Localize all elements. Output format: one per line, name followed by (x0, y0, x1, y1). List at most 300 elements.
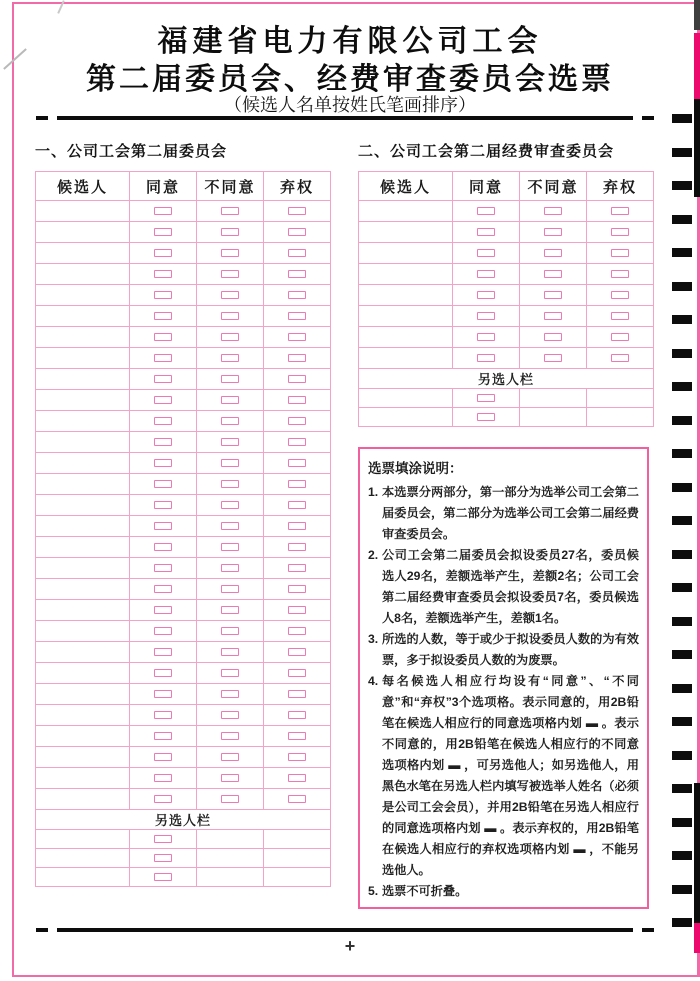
abstain-bubble[interactable] (288, 270, 306, 278)
disagree-bubble[interactable] (221, 585, 239, 593)
disagree-bubble[interactable] (221, 543, 239, 551)
instructions-list (368, 482, 639, 902)
instruction-text: 所选的人数，等于或少于拟设委员人数的为有效票，多于拟设委员人数的为废票。 (382, 632, 639, 667)
table-header-row (359, 172, 654, 201)
abstain-bubble[interactable] (611, 228, 629, 236)
abstain-bubble[interactable] (288, 774, 306, 782)
candidate-row (36, 411, 331, 432)
abstain-bubble[interactable] (288, 585, 306, 593)
disagree-bubble[interactable] (544, 249, 562, 257)
vote-cell (197, 579, 264, 600)
agree-bubble[interactable] (154, 795, 172, 803)
candidate-name-cell[interactable] (359, 348, 453, 369)
disagree-bubble[interactable] (544, 270, 562, 278)
vote-cell (130, 868, 197, 887)
candidate-row (359, 264, 654, 285)
timing-mark (672, 282, 692, 291)
disagree-bubble[interactable] (221, 480, 239, 488)
agree-bubble[interactable] (154, 501, 172, 509)
candidate-name-cell[interactable] (36, 243, 130, 264)
vote-cell (264, 411, 331, 432)
agree-bubble[interactable] (154, 375, 172, 383)
instruction-item (368, 671, 639, 881)
agree-bubble[interactable] (477, 354, 495, 362)
agree-bubble[interactable] (154, 606, 172, 614)
abstain-bubble[interactable] (288, 354, 306, 362)
timing-mark (672, 516, 692, 525)
agree-bubble[interactable] (154, 270, 172, 278)
candidate-row (359, 201, 654, 222)
timing-mark (672, 918, 692, 927)
candidate-name-cell[interactable] (36, 516, 130, 537)
vote-cell (587, 285, 654, 306)
instruction-item (368, 545, 639, 629)
agree-bubble[interactable] (154, 543, 172, 551)
vote-cell (453, 348, 520, 369)
vote-cell (130, 768, 197, 789)
disagree-bubble[interactable] (221, 333, 239, 341)
candidate-row (36, 432, 331, 453)
vote-cell (520, 222, 587, 243)
vote-cell (130, 264, 197, 285)
empty-cell (197, 868, 264, 887)
vote-cell (264, 600, 331, 621)
empty-cell (587, 408, 654, 427)
vote-cell (197, 558, 264, 579)
disagree-bubble[interactable] (221, 249, 239, 257)
candidate-row (36, 243, 331, 264)
candidate-name-cell[interactable] (359, 264, 453, 285)
agree-bubble[interactable] (477, 333, 495, 341)
table-header-row (36, 172, 331, 201)
agree-bubble[interactable] (154, 312, 172, 320)
vote-cell (197, 243, 264, 264)
candidate-name-cell[interactable] (36, 348, 130, 369)
candidate-name-cell[interactable] (359, 327, 453, 348)
candidate-row (36, 264, 331, 285)
abstain-bubble[interactable] (288, 480, 306, 488)
candidate-row (359, 222, 654, 243)
abstain-bubble[interactable] (288, 417, 306, 425)
vote-cell (264, 684, 331, 705)
timing-mark (672, 215, 692, 224)
vote-cell (264, 642, 331, 663)
vote-cell (264, 306, 331, 327)
disagree-bubble[interactable] (221, 564, 239, 572)
empty-cell (264, 868, 331, 887)
vote-cell (587, 306, 654, 327)
vote-cell (197, 516, 264, 537)
abstain-bubble[interactable] (611, 354, 629, 362)
agree-bubble[interactable] (154, 835, 172, 843)
candidate-name-cell[interactable] (36, 663, 130, 684)
disagree-bubble[interactable] (221, 396, 239, 404)
abstain-bubble[interactable] (288, 795, 306, 803)
candidate-name-cell[interactable] (359, 306, 453, 327)
abstain-bubble[interactable] (288, 522, 306, 530)
disagree-bubble[interactable] (544, 291, 562, 299)
agree-bubble[interactable] (154, 249, 172, 257)
vote-cell (130, 474, 197, 495)
vote-cell (197, 621, 264, 642)
candidate-name-cell[interactable] (36, 474, 130, 495)
vote-cell (197, 222, 264, 243)
disagree-bubble[interactable] (221, 669, 239, 677)
timing-mark (672, 148, 692, 157)
vote-cell (130, 705, 197, 726)
agree-bubble[interactable] (154, 207, 172, 215)
candidate-row (36, 390, 331, 411)
vote-cell (197, 768, 264, 789)
candidate-name-cell[interactable] (36, 684, 130, 705)
candidate-name-cell[interactable] (36, 285, 130, 306)
disagree-bubble[interactable] (221, 690, 239, 698)
disagree-bubble[interactable] (221, 438, 239, 446)
separator-dash (36, 928, 48, 932)
edge-strip-magenta-bottom (694, 923, 700, 953)
abstain-bubble[interactable] (288, 669, 306, 677)
candidate-name-cell[interactable] (36, 390, 130, 411)
candidate-name-cell[interactable] (36, 768, 130, 789)
candidate-row (36, 768, 331, 789)
abstain-bubble[interactable] (288, 501, 306, 509)
candidate-row (36, 285, 331, 306)
timing-mark (672, 416, 692, 425)
vote-cell (264, 621, 331, 642)
candidate-name-cell[interactable] (36, 432, 130, 453)
agree-bubble[interactable] (477, 228, 495, 236)
disagree-bubble[interactable] (221, 501, 239, 509)
vote-cell (520, 306, 587, 327)
vote-cell (130, 621, 197, 642)
agree-bubble[interactable] (477, 394, 495, 402)
disagree-bubble[interactable] (221, 711, 239, 719)
disagree-bubble[interactable] (221, 291, 239, 299)
abstain-bubble[interactable] (611, 333, 629, 341)
vote-cell (130, 537, 197, 558)
separator-bottom (36, 928, 654, 932)
disagree-bubble[interactable] (221, 207, 239, 215)
ballot-subtitle: （候选人名单按姓氏笔画排序） (224, 95, 476, 115)
abstain-bubble[interactable] (288, 228, 306, 236)
writein-name-cell[interactable] (359, 389, 453, 408)
timing-mark (672, 114, 692, 123)
vote-cell (520, 243, 587, 264)
disagree-bubble[interactable] (221, 732, 239, 740)
disagree-bubble[interactable] (221, 312, 239, 320)
vote-cell (130, 789, 197, 810)
disagree-bubble[interactable] (221, 753, 239, 761)
abstain-bubble[interactable] (288, 291, 306, 299)
writein-label-row (36, 810, 331, 830)
abstain-bubble[interactable] (288, 627, 306, 635)
column-header: 同意 (453, 172, 520, 201)
abstain-bubble[interactable] (288, 207, 306, 215)
vote-cell (264, 747, 331, 768)
candidate-row (36, 516, 331, 537)
agree-bubble[interactable] (477, 413, 495, 421)
vote-cell (264, 768, 331, 789)
timing-mark (672, 650, 692, 659)
vote-cell (264, 789, 331, 810)
candidate-name-cell[interactable] (36, 558, 130, 579)
writein-name-cell[interactable] (36, 849, 130, 868)
agree-bubble[interactable] (154, 438, 172, 446)
abstain-bubble[interactable] (288, 333, 306, 341)
candidate-name-cell[interactable] (36, 369, 130, 390)
section-funds-review (358, 140, 654, 427)
vote-cell (453, 408, 520, 427)
separator-top (36, 116, 654, 120)
separator-dash (642, 116, 654, 120)
candidate-name-cell[interactable] (36, 327, 130, 348)
vote-cell (130, 243, 197, 264)
edge-strip-black-bottom (694, 783, 700, 923)
agree-bubble[interactable] (477, 270, 495, 278)
vote-cell (130, 327, 197, 348)
candidate-row (36, 558, 331, 579)
disagree-bubble[interactable] (221, 774, 239, 782)
disagree-bubble[interactable] (221, 459, 239, 467)
instruction-item (368, 482, 639, 545)
disagree-bubble[interactable] (221, 375, 239, 383)
abstain-bubble[interactable] (288, 459, 306, 467)
agree-bubble[interactable] (154, 873, 172, 881)
abstain-bubble[interactable] (611, 291, 629, 299)
candidate-name-cell[interactable] (36, 537, 130, 558)
disagree-bubble[interactable] (221, 648, 239, 656)
candidate-name-cell[interactable] (36, 579, 130, 600)
agree-bubble[interactable] (154, 417, 172, 425)
vote-cell (130, 453, 197, 474)
agree-bubble[interactable] (154, 627, 172, 635)
agree-bubble[interactable] (154, 774, 172, 782)
timing-mark (672, 349, 692, 358)
disagree-bubble[interactable] (544, 207, 562, 215)
abstain-bubble[interactable] (611, 207, 629, 215)
timing-mark (672, 851, 692, 860)
candidate-row (36, 600, 331, 621)
vote-cell (587, 348, 654, 369)
agree-bubble[interactable] (154, 396, 172, 404)
disagree-bubble[interactable] (221, 606, 239, 614)
candidate-row (36, 663, 331, 684)
candidate-name-cell[interactable] (36, 789, 130, 810)
candidate-name-cell[interactable] (36, 747, 130, 768)
column-header: 弃权 (587, 172, 654, 201)
candidate-name-cell[interactable] (36, 264, 130, 285)
vote-cell (264, 285, 331, 306)
disagree-bubble[interactable] (221, 354, 239, 362)
edge-strip-magenta-top (694, 33, 700, 99)
candidate-name-cell[interactable] (359, 285, 453, 306)
candidate-row (359, 348, 654, 369)
vote-cell (264, 579, 331, 600)
writein-row (36, 849, 331, 868)
instruction-text: 每名候选人相应行均设有“同意”、“不同意”和“弃权”3个选项格。表示同意的，用2B铅笔在候选人相应行的同意选项格内划 ▬ 。表示不同意的，用2B铅笔在候选人相应行的不同意选项格内划 ▬ ，可另选他人；如另选他人，用黑色水笔在另选人栏内填写被选举人姓名（必须是公司工会会员），并用2B铅笔在另选人相应行的同意选项格内划 ▬ 。表示弃权的，用2B铅笔在候选人相应行的弃权选项格内划 ▬ ，不能另选他人。 (382, 674, 639, 877)
writein-name-cell[interactable] (36, 830, 130, 849)
vote-cell (453, 327, 520, 348)
vote-cell (264, 348, 331, 369)
vote-cell (130, 600, 197, 621)
column-header: 候选人 (36, 172, 130, 201)
writein-label-row (359, 369, 654, 389)
candidate-name-cell[interactable] (36, 201, 130, 222)
abstain-bubble[interactable] (288, 753, 306, 761)
disagree-bubble[interactable] (544, 228, 562, 236)
agree-bubble[interactable] (154, 564, 172, 572)
candidate-name-cell[interactable] (359, 222, 453, 243)
candidate-name-cell[interactable] (36, 621, 130, 642)
vote-cell (264, 432, 331, 453)
vote-cell (520, 285, 587, 306)
agree-bubble[interactable] (477, 207, 495, 215)
candidate-row (36, 222, 331, 243)
column-header: 同意 (130, 172, 197, 201)
registration-plus-mark: + (344, 936, 356, 956)
agree-bubble[interactable] (154, 459, 172, 467)
column-header: 不同意 (197, 172, 264, 201)
abstain-bubble[interactable] (611, 312, 629, 320)
empty-cell (520, 389, 587, 408)
vote-cell (197, 327, 264, 348)
candidate-name-cell[interactable] (36, 411, 130, 432)
vote-cell (264, 222, 331, 243)
vote-cell (130, 285, 197, 306)
agree-bubble[interactable] (477, 291, 495, 299)
writein-name-cell[interactable] (359, 408, 453, 427)
abstain-bubble[interactable] (288, 375, 306, 383)
disagree-bubble[interactable] (221, 627, 239, 635)
funds-review-ballot-table (358, 171, 654, 427)
vote-cell (130, 411, 197, 432)
agree-bubble[interactable] (154, 480, 172, 488)
abstain-bubble[interactable] (611, 270, 629, 278)
vote-cell (197, 285, 264, 306)
writein-row (36, 830, 331, 849)
vote-cell (197, 369, 264, 390)
abstain-bubble[interactable] (288, 312, 306, 320)
section-heading-funds-review: 二、公司工会第二届经费审查委员会 (358, 143, 615, 160)
vote-cell (264, 663, 331, 684)
page-border-top (12, 2, 700, 4)
vote-cell (130, 747, 197, 768)
candidate-name-cell[interactable] (359, 243, 453, 264)
agree-bubble[interactable] (154, 648, 172, 656)
candidate-name-cell[interactable] (36, 726, 130, 747)
agree-bubble[interactable] (477, 312, 495, 320)
candidate-row (36, 453, 331, 474)
section-heading-committee: 一、公司工会第二届委员会 (35, 143, 228, 160)
vote-cell (520, 264, 587, 285)
writein-row (36, 868, 331, 887)
agree-bubble[interactable] (154, 354, 172, 362)
candidate-name-cell[interactable] (36, 600, 130, 621)
agree-bubble[interactable] (154, 690, 172, 698)
agree-bubble[interactable] (154, 228, 172, 236)
vote-cell (197, 348, 264, 369)
agree-bubble[interactable] (154, 291, 172, 299)
abstain-bubble[interactable] (288, 711, 306, 719)
timing-mark (672, 483, 692, 492)
abstain-bubble[interactable] (288, 564, 306, 572)
disagree-bubble[interactable] (544, 354, 562, 362)
candidate-name-cell[interactable] (36, 222, 130, 243)
vote-cell (587, 222, 654, 243)
disagree-bubble[interactable] (544, 312, 562, 320)
disagree-bubble[interactable] (221, 228, 239, 236)
abstain-bubble[interactable] (288, 438, 306, 446)
abstain-bubble[interactable] (288, 606, 306, 614)
abstain-bubble[interactable] (288, 690, 306, 698)
vote-cell (197, 264, 264, 285)
timing-mark (672, 248, 692, 257)
disagree-bubble[interactable] (221, 417, 239, 425)
abstain-bubble[interactable] (288, 543, 306, 551)
instructions-box (358, 447, 649, 909)
disagree-bubble[interactable] (221, 270, 239, 278)
committee-ballot-table (35, 171, 331, 887)
candidate-name-cell[interactable] (36, 642, 130, 663)
abstain-bubble[interactable] (288, 396, 306, 404)
candidate-name-cell[interactable] (359, 201, 453, 222)
vote-cell (197, 789, 264, 810)
disagree-bubble[interactable] (221, 795, 239, 803)
candidate-row (36, 306, 331, 327)
agree-bubble[interactable] (154, 854, 172, 862)
agree-bubble[interactable] (154, 711, 172, 719)
candidate-row (359, 285, 654, 306)
agree-bubble[interactable] (477, 249, 495, 257)
candidate-name-cell[interactable] (36, 495, 130, 516)
vote-cell (130, 726, 197, 747)
candidate-row (36, 474, 331, 495)
agree-bubble[interactable] (154, 585, 172, 593)
vote-cell (264, 201, 331, 222)
separator-dash (36, 116, 48, 120)
disagree-bubble[interactable] (221, 522, 239, 530)
timing-mark (672, 751, 692, 760)
vote-cell (264, 705, 331, 726)
agree-bubble[interactable] (154, 333, 172, 341)
vote-cell (197, 306, 264, 327)
candidate-name-cell[interactable] (36, 705, 130, 726)
instruction-number: 2. (368, 548, 379, 562)
vote-cell (453, 306, 520, 327)
abstain-bubble[interactable] (611, 249, 629, 257)
abstain-bubble[interactable] (288, 648, 306, 656)
agree-bubble[interactable] (154, 753, 172, 761)
vote-cell (453, 222, 520, 243)
vote-cell (130, 369, 197, 390)
candidate-name-cell[interactable] (36, 306, 130, 327)
agree-bubble[interactable] (154, 669, 172, 677)
abstain-bubble[interactable] (288, 732, 306, 740)
vote-cell (197, 726, 264, 747)
agree-bubble[interactable] (154, 732, 172, 740)
vote-cell (587, 243, 654, 264)
candidate-row (36, 621, 331, 642)
vote-cell (264, 474, 331, 495)
abstain-bubble[interactable] (288, 249, 306, 257)
candidate-name-cell[interactable] (36, 453, 130, 474)
writein-name-cell[interactable] (36, 868, 130, 887)
vote-cell (197, 642, 264, 663)
ballot-title-line2: 第二届委员会、经费审查委员会选票 (86, 63, 614, 96)
disagree-bubble[interactable] (544, 333, 562, 341)
agree-bubble[interactable] (154, 522, 172, 530)
vote-cell (264, 327, 331, 348)
